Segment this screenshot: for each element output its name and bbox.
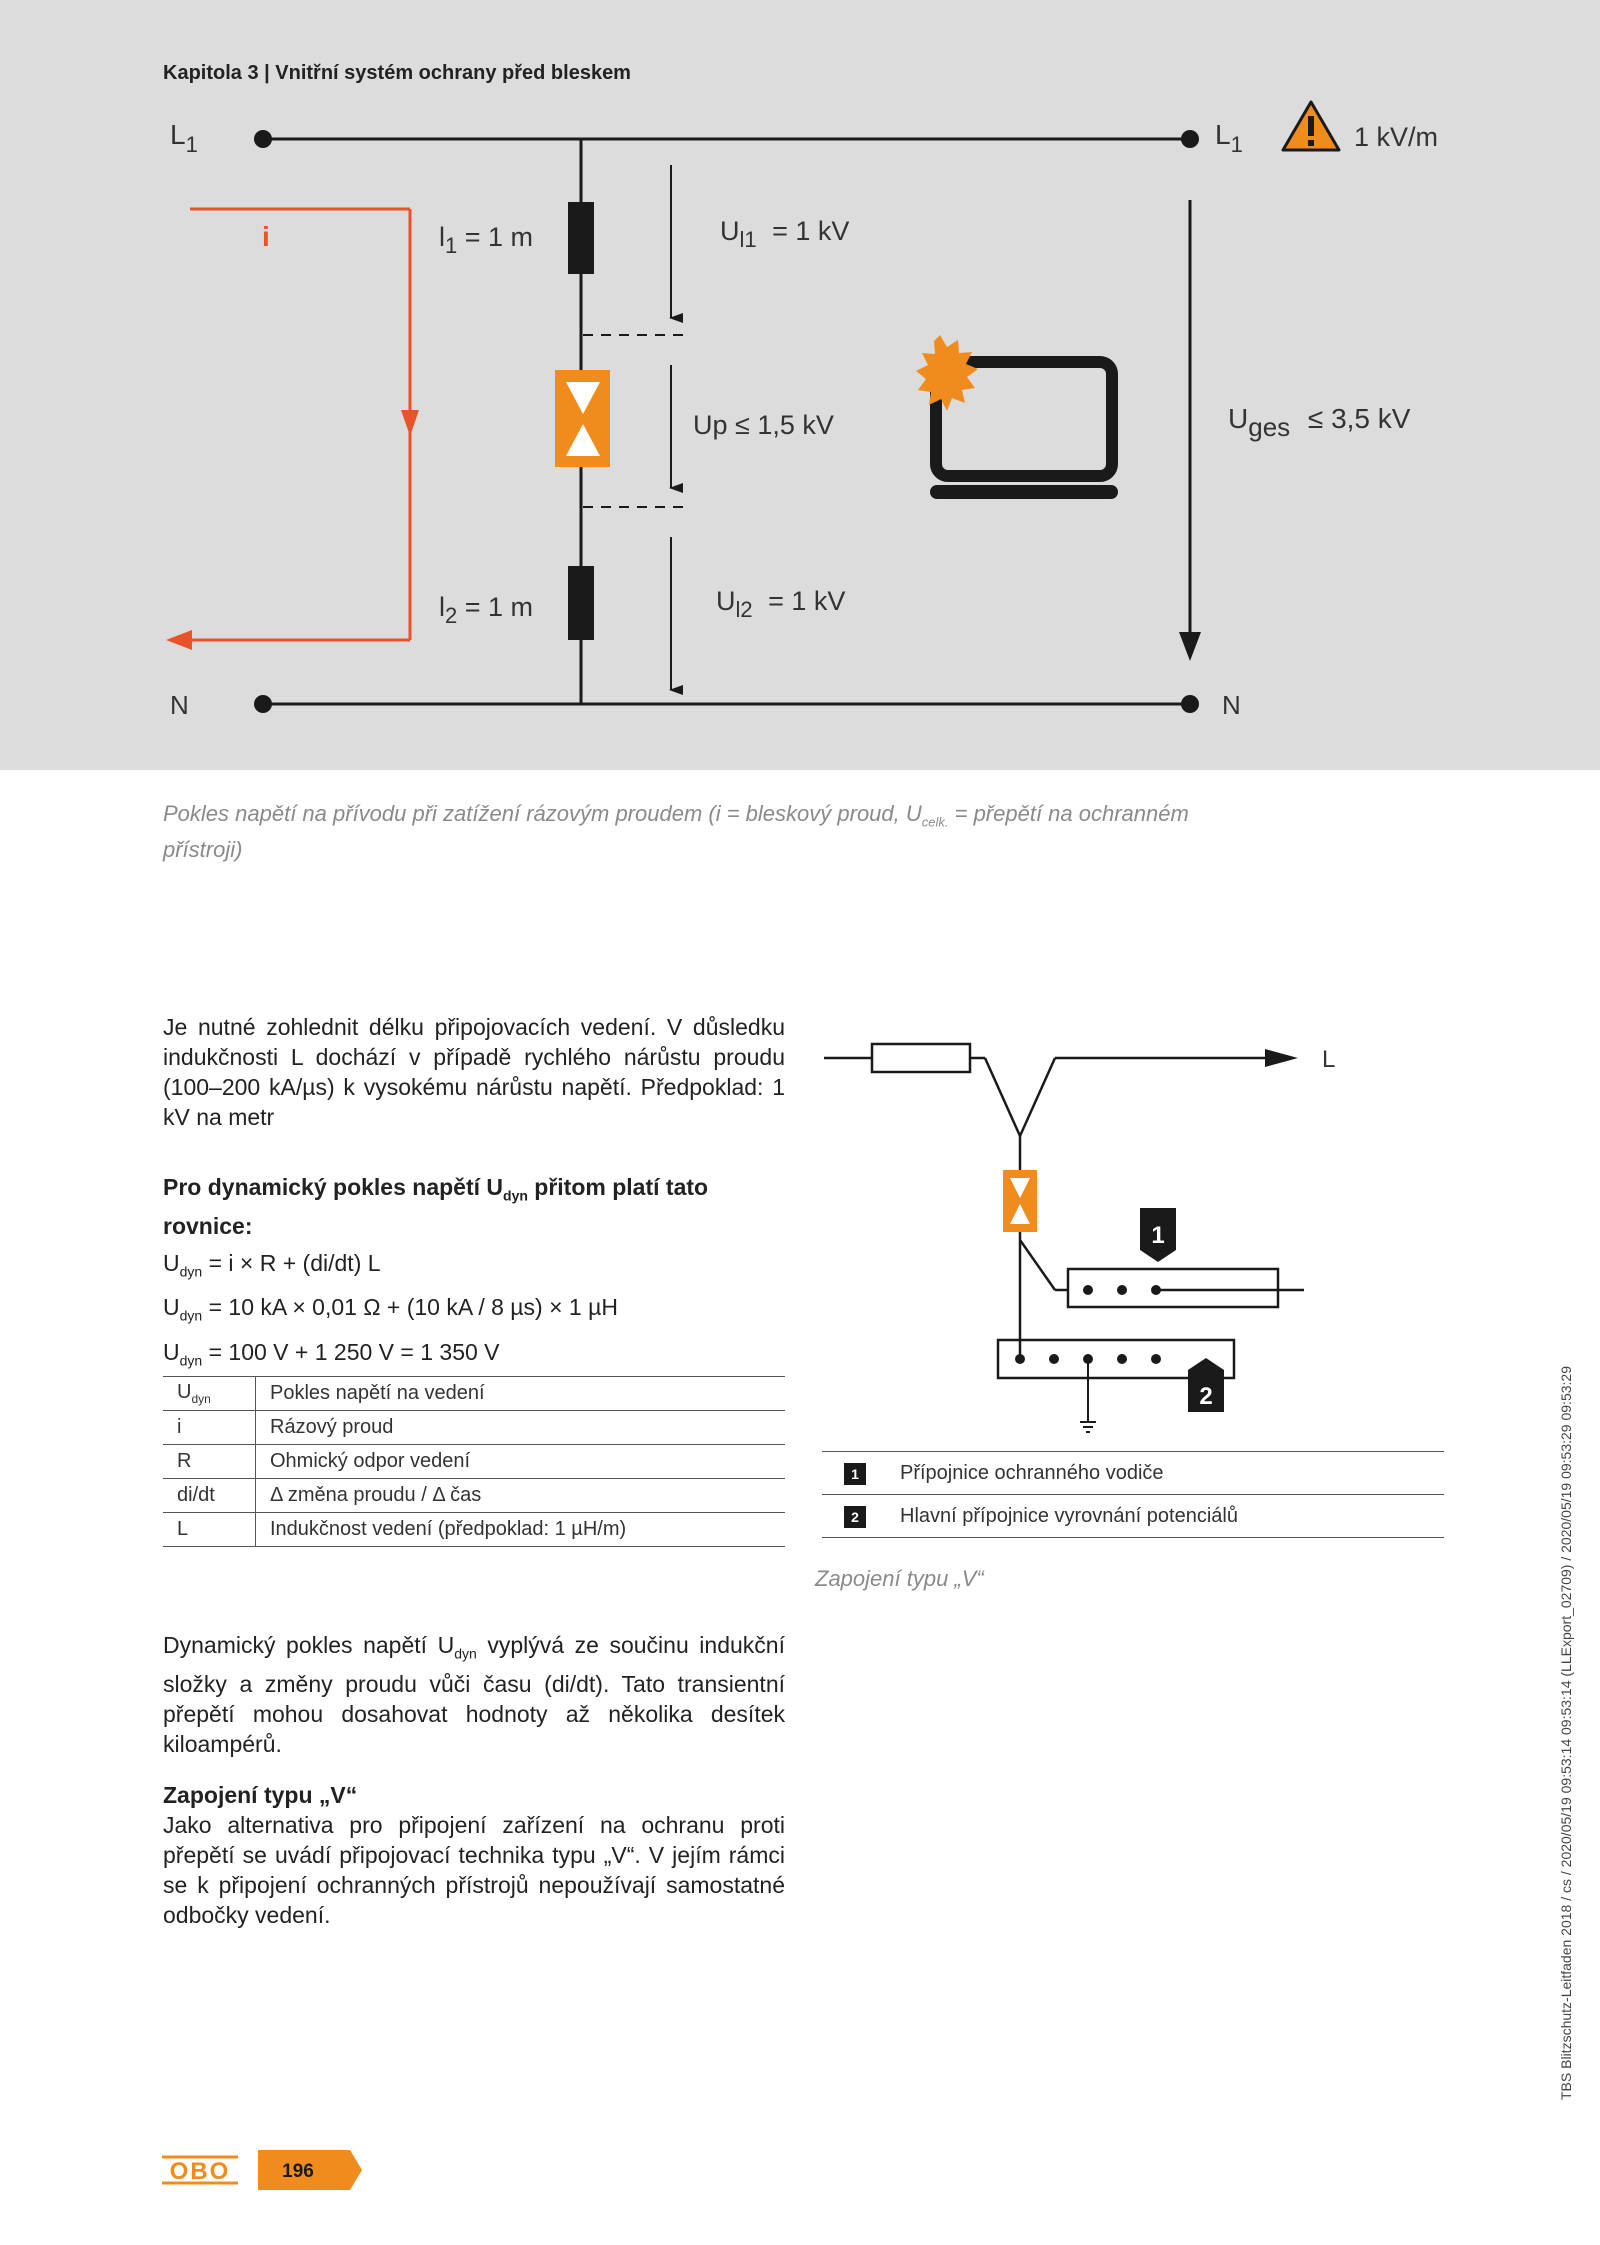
- label-l2-length: $l_2 = 1$ m: [439, 592, 534, 628]
- definition-symbol: $U_{dyn}$: [163, 1377, 256, 1411]
- legend-row: [822, 1495, 1444, 1538]
- label-l1-length: $l_1 = 1$ m: [439, 222, 534, 258]
- legend-text: Přípojnice ochranného vodiče: [900, 1452, 1444, 1495]
- figure-caption: Pokles napětí na přívodu při zatížení rázovým proudem (i = bleskový proud, $U_{celk.}$ = přepětí na ochranném přístroji): [163, 801, 1189, 863]
- marker-2: [1188, 1358, 1224, 1412]
- terminal-n-left: [254, 695, 272, 713]
- label-ul2: $U_{l2} = 1$ kV: [716, 586, 846, 622]
- inductor-l2: [568, 566, 594, 640]
- uges-arrowhead: [1179, 632, 1201, 661]
- marker-1: [1140, 1208, 1176, 1262]
- label-n-left: N: [170, 690, 189, 720]
- chapter-header: Kapitola 3 | Vnitřní systém ochrany před bleskem: [163, 62, 631, 84]
- definition-symbol: di/dt: [163, 1479, 256, 1513]
- label-uges: Uges ≤ 3,5 kV: [1228, 403, 1411, 442]
- label-up: Up ≤ 1,5 kV: [693, 410, 834, 440]
- label-l: L: [1322, 1046, 1336, 1073]
- definition-text: Pokles napětí na vedení: [256, 1377, 786, 1411]
- terminal-n-right: [1181, 695, 1199, 713]
- line-arrowhead: [1265, 1049, 1298, 1067]
- v-connection-diagram: [810, 1010, 1450, 1440]
- label-l1-left: $L_1$: [170, 119, 198, 157]
- equation-heading: Pro dynamický pokles napětí $U_{dyn}$ přitom platí tato rovnice:: [163, 1174, 709, 1239]
- v-connection-heading: Zapojení typu „V“: [163, 1782, 358, 1808]
- label-l1-right: $L_1$: [1215, 119, 1243, 157]
- obo-logo: [160, 2153, 240, 2187]
- spark-icon: [916, 335, 978, 411]
- definition-symbol: R: [163, 1445, 256, 1479]
- table-row: [163, 1377, 785, 1411]
- v-connection-block: [163, 1780, 785, 1930]
- formula-result: $U_{dyn} = 100$ V + 1 250 V = 1 350 V: [163, 1338, 500, 1369]
- definition-symbol: i: [163, 1411, 256, 1445]
- terminal-l1-left: [254, 130, 272, 148]
- table-row: [163, 1513, 785, 1547]
- label-current: i: [262, 221, 270, 252]
- intro-paragraph: Je nutné zohlednit délku připojovacích vedení. V důsledku indukčnosti L dochází v případě rychlého nárůstu proudu (100–200 kA/µs) k vysokému nárůstu napětí. Předpoklad: 1 kV na metr: [163, 1014, 785, 1130]
- circuit-diagram: [0, 0, 1600, 770]
- current-path: [166, 209, 419, 650]
- fuse-symbol: [872, 1044, 970, 1072]
- legend-row: [822, 1452, 1444, 1495]
- terminal-l1-right: [1181, 130, 1199, 148]
- earth-icon: [1080, 1422, 1096, 1432]
- spd-device-small: [1003, 1170, 1037, 1232]
- intro-paragraph-block: [163, 1012, 785, 1132]
- dynamic-paragraph: Dynamický pokles napětí $U_{dyn}$ vyplývá ze součinu indukční složky a změny proudu vůči času (di/dt). Tato transientní přepětí mohou dosahovat hodnoty až několika desítek kiloampérů.: [163, 1632, 785, 1757]
- svg-text:2: 2: [1199, 1383, 1213, 1410]
- legend-badge: 1: [844, 1463, 866, 1485]
- circuit-panel: [0, 0, 1600, 770]
- svg-text:OBO: OBO: [169, 2158, 231, 2185]
- v-connection-paragraph: Jako alternativa pro připojení zařízení na ochranu proti přepětí se uvádí připojovací technika typu „V“. V jejím rámci se k připojení ochranných přístrojů nepoužívají samostatné odbočky vedení.: [163, 1812, 785, 1928]
- label-ul1: $U_{l1} = 1$ kV: [720, 216, 850, 252]
- definitions-table: [163, 1376, 785, 1547]
- spd-device: [555, 370, 610, 467]
- equation-block: [163, 1172, 785, 1378]
- svg-text:1: 1: [1151, 1222, 1165, 1249]
- table-row: [163, 1411, 785, 1445]
- legend-badge: 2: [844, 1506, 866, 1528]
- label-n-right: N: [1222, 690, 1241, 720]
- table-row: [163, 1445, 785, 1479]
- definition-symbol: L: [163, 1513, 256, 1547]
- definition-text: Δ změna proudu / Δ čas: [256, 1479, 786, 1513]
- definition-text: Rázový proud: [256, 1411, 786, 1445]
- pe-busbar: [1068, 1269, 1278, 1307]
- side-print-info: TBS Blitzschutz-Leitfaden 2018 / cs / 2020/05/19 09:53:14 09:53:14 (LLExport_02709) / 2020/05/19 09:53:29 09:53:29: [1558, 1366, 1574, 2100]
- definition-text: Ohmický odpor vedení: [256, 1445, 786, 1479]
- table-row: [163, 1479, 785, 1513]
- page-number: 196: [282, 2161, 314, 2182]
- legend-table: [822, 1451, 1444, 1538]
- formula-values: $U_{dyn} = 10$ kA × 0,01 Ω + (10 kA / 8 µs) × 1 µH: [163, 1294, 618, 1324]
- formula-general: $U_{dyn} = i \times R + (di/dt)$ L: [163, 1249, 381, 1280]
- v-diagram-caption: Zapojení typu „V“: [815, 1566, 984, 1591]
- dynamic-paragraph-block: [163, 1630, 785, 1759]
- label-warning-value: 1 kV/m: [1354, 122, 1439, 152]
- v-junction: [985, 1058, 1055, 1136]
- legend-text: Hlavní přípojnice vyrovnání potenciálů: [900, 1495, 1444, 1538]
- inductor-l1: [568, 202, 594, 274]
- warning-icon: [1283, 102, 1339, 150]
- definition-text: Indukčnost vedení (předpoklad: 1 µH/m): [256, 1513, 786, 1547]
- page-number-tab: [258, 2150, 364, 2190]
